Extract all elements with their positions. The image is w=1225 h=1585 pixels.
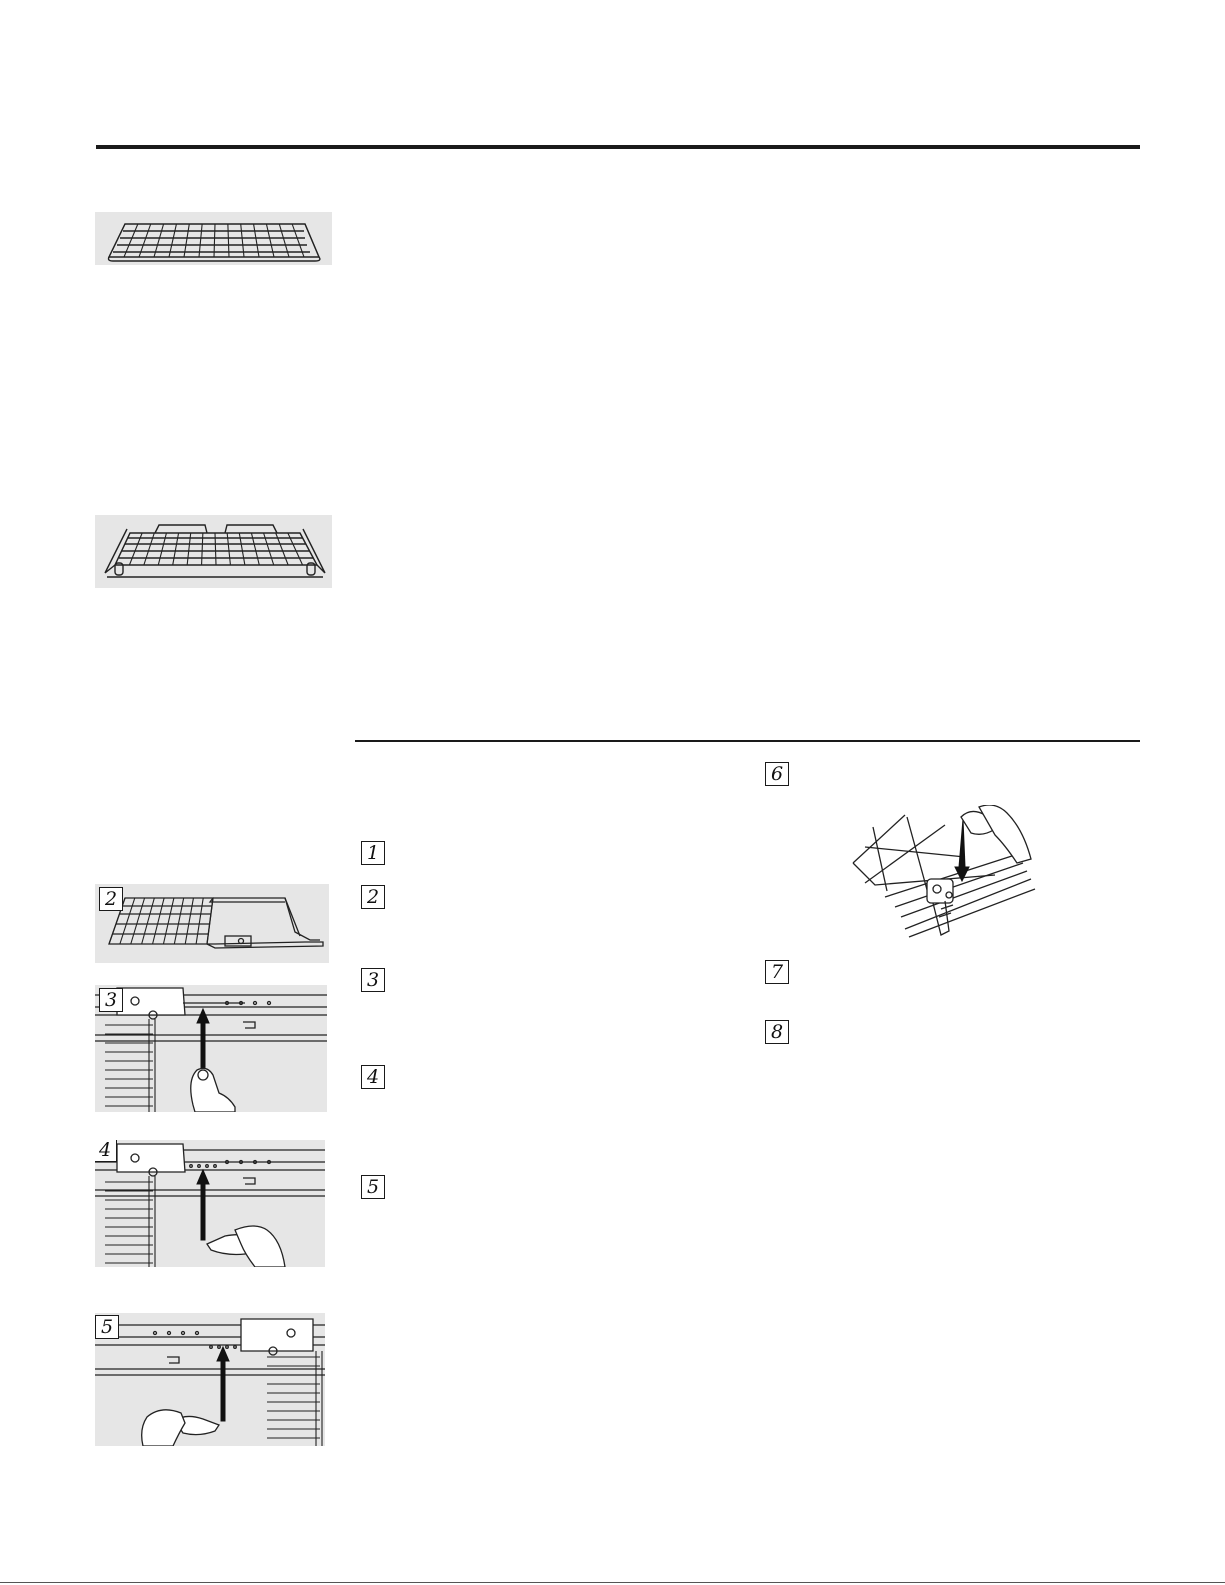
step-3-number: 3 (361, 968, 385, 992)
top-rule (96, 145, 1140, 149)
step-1-number: 1 (361, 841, 385, 865)
finger-wiping-slide-hole-icon (95, 985, 327, 1112)
flat-rack-figure (95, 212, 332, 265)
lubricant-applied-to-slide-bearing-icon (845, 805, 1040, 955)
step4-figure (95, 1140, 325, 1267)
step6-figure (845, 805, 1040, 955)
section-rule (355, 740, 1140, 742)
step-8-number: 8 (765, 1020, 789, 1044)
step-4-number: 4 (361, 1065, 385, 1089)
lubricant-applied-to-front-holes-icon (95, 1140, 325, 1267)
step-6-number: 6 (765, 762, 789, 786)
lubricant-applied-to-rear-holes-icon (95, 1313, 325, 1446)
step2-figure (95, 884, 329, 963)
step4-badge: 4 (95, 1140, 117, 1162)
step-5-number: 5 (361, 1175, 385, 1199)
rack-with-slide-extended-icon (95, 884, 329, 963)
step-2-number: 2 (361, 885, 385, 909)
extension-oven-rack-icon (95, 515, 332, 588)
step-7-number: 7 (765, 960, 789, 984)
bottom-rule (0, 1582, 1225, 1583)
step5-badge: 5 (95, 1315, 119, 1339)
step5-figure (95, 1313, 325, 1446)
oven-rack-icon (95, 212, 332, 265)
step3-figure (95, 985, 327, 1112)
step2-badge: 2 (99, 887, 123, 911)
extension-rack-figure (95, 515, 332, 588)
step3-badge: 3 (99, 988, 123, 1012)
